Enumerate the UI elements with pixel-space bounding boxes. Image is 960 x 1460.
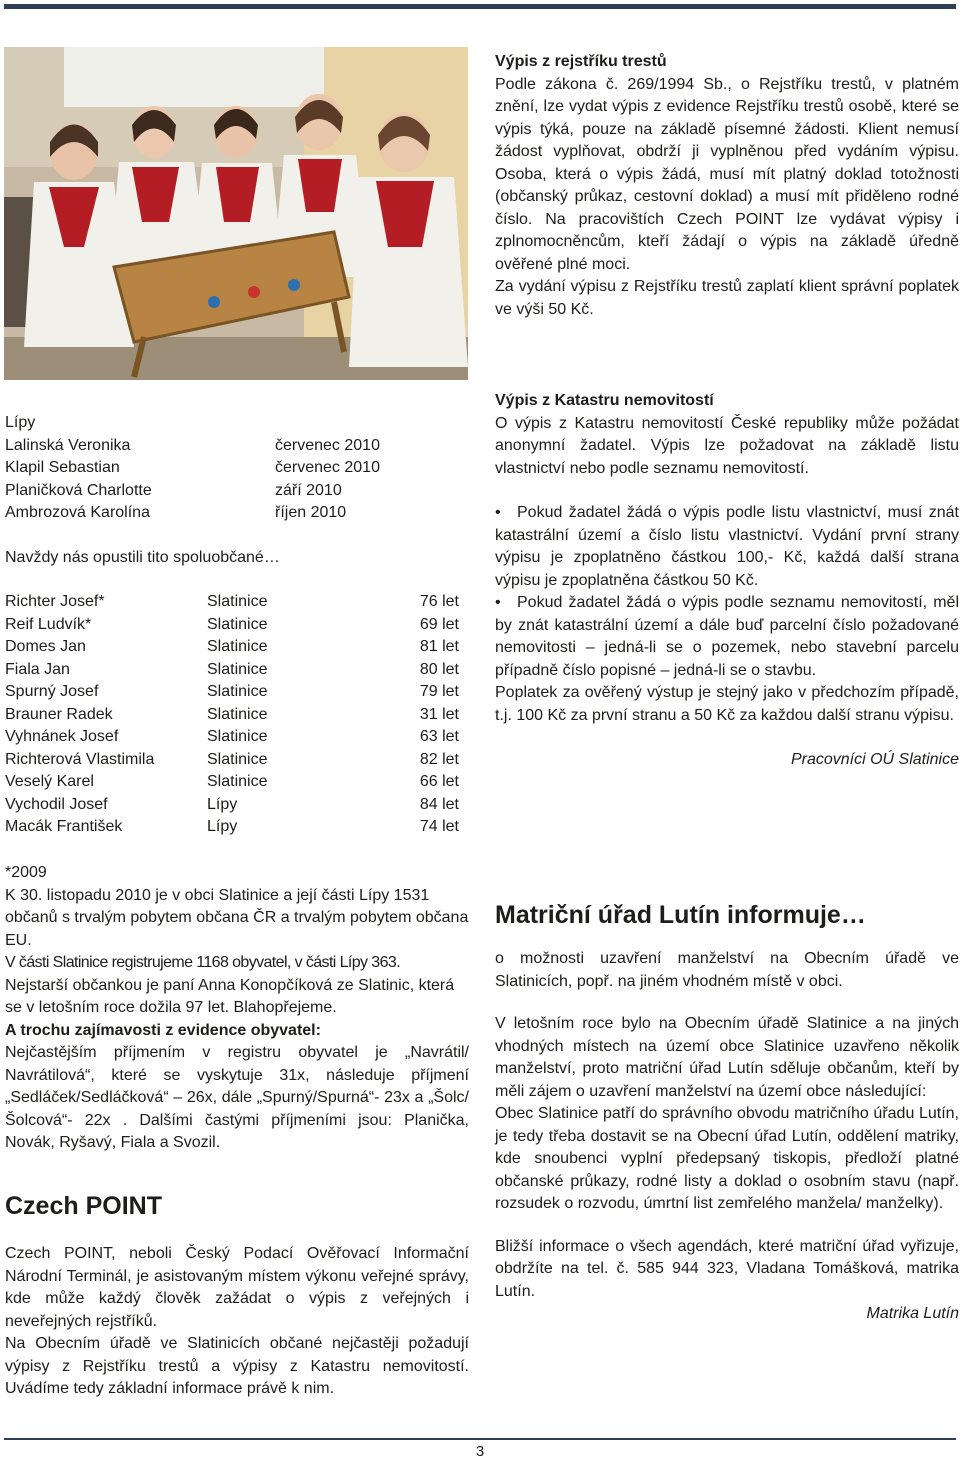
lipy-list (5, 435, 469, 525)
rejstrik-fee: Za vydání výpisu z Rejstříku trestů zaplatí klient správní poplatek ve výši 50 Kč. (495, 278, 959, 318)
katastr-bullet-text: Pokud žadatel žádá o výpis podle seznamu nemovitostí, měl by znát katastrální území a dále buď parcelní číslo požadované nemovitosti – jedná-li se o pozemek, nebo stavební parcelu případně číslo popisné – jedná-li se o stavbu. (495, 594, 959, 679)
stats-parts: V části Slatinice registrujeme 1168 obyvatel, v části Lípy 363. (5, 954, 401, 971)
photo-children-folk-costume (4, 47, 468, 380)
deceased-name: Reif Ludvík* (5, 615, 92, 633)
birth-month: červenec 2010 (275, 436, 380, 454)
lipy-heading: Lípy (5, 414, 36, 431)
stats-population: K 30. listopadu 2010 je v obci Slatinice a její části Lípy 1531 občanů s trvalým pobytem občana ČR a trvalým pobytem občana EU. (5, 886, 469, 949)
matrika-signature: Matrika Lutín (866, 1305, 959, 1322)
child-name: Planičková Charlotte (5, 481, 152, 499)
deceased-age: 63 let (419, 728, 459, 745)
deceased-place: Slatinice (207, 705, 268, 723)
matrika-intro: o možnosti uzavření manželství na Obecním úřadě ve Slatinicích, popř. na jiném vhodném místě v obci. (495, 950, 959, 990)
birth-month: září 2010 (275, 481, 342, 499)
stats-heading: A trochu zajímavosti z evidence obyvatel: (5, 1021, 321, 1039)
deceased-name: Vyhnánek Josef (5, 728, 119, 745)
deceased-age: 76 let (419, 593, 459, 610)
deceased-place: Slatinice (207, 593, 268, 610)
stats-section (5, 862, 469, 1155)
czechpoint-section (5, 1191, 469, 1401)
deceased-place: Slatinice (207, 683, 268, 700)
deceased-name: Brauner Radek (5, 705, 113, 723)
deceased-place: Lípy (207, 818, 238, 835)
deceased-name: Domes Jan (5, 638, 86, 655)
deceased-place: Slatinice (207, 638, 268, 655)
deceased-place: Slatinice (207, 773, 268, 790)
child-name: Ambrozová Karolína (5, 504, 150, 521)
top-rule (4, 4, 956, 9)
deceased-age: 80 let (419, 660, 459, 678)
deceased-name: Macák František (5, 818, 123, 835)
deceased-row (5, 614, 469, 637)
katastr-bullet (495, 592, 959, 682)
birth-month: červenec 2010 (275, 459, 380, 476)
deceased-name: Veselý Karel (5, 773, 94, 790)
bullet-icon: • (495, 594, 501, 611)
deceased-row (5, 771, 469, 794)
katastr-section (495, 390, 959, 772)
child-name: Lalinská Veronika (5, 436, 131, 454)
deceased-row (5, 659, 469, 682)
deceased-name: Richterová Vlastimila (5, 750, 155, 768)
katastr-heading: Výpis z Katastru nemovitostí (495, 392, 714, 409)
katastr-intro: O výpis z Katastru nemovitostí České republiky může požádat anonymní žadatel. Výpis lze požadovat na základě listu vlastnictví nebo podle seznamu nemovitostí. (495, 414, 959, 477)
deceased-row (5, 726, 469, 749)
rejstrik-text: Podle zákona č. 269/1994 Sb., o Rejstříku trestů, v platném znění, lze vydat výpis z evidence Rejstříku trestů osobě, které se výpis týká, pouze na základě písemné žádosti. Klient nemusí žádost vyplňovat, obdrží ji vyplněnou před vydáním výpisu. Osoba, která o výpis žádá, musí mít platný doklad totožnosti (občanský průkaz, cestovní doklad) a musí mít přiděleno rodné číslo. Na pracovištích Czech POINT lze vydávat výpisy i zplnomocněncům, kteří žádají o výpis na základě úředně ověřené plné moci. (495, 75, 959, 273)
deceased-list (5, 591, 469, 839)
matrika-text-2: Obec Slatinice patří do správního obvodu matričního úřadu Lutín, je tedy třeba dostavit se na Obecní úřad Lutín, oddělení matriky, kde snoubenci vyplní předepsaný tiskopis, předloží platné občanské průkazy, rodné listy a doklad o osobním stavu (např. rozsudek o rozvodu, úmrtní list zemřelého manžela/ manželky). (495, 1105, 959, 1212)
deceased-age: 79 let (419, 683, 459, 700)
deceased-age: 69 let (419, 615, 459, 633)
deceased-place: Slatinice (207, 660, 268, 678)
matrika-section (495, 900, 959, 1326)
bottom-rule (4, 1438, 956, 1440)
lipy-row (5, 435, 469, 458)
deceased-age: 81 let (419, 638, 459, 655)
page-number: 3 (475, 1443, 485, 1460)
matrika-text-1: V letošním roce bylo na Obecním úřadě Slatinice a na jiných vhodných místech na území obce Slatinice uzavřeno několik manželství, proto matriční úřad Lutín sděluje občanům, kteří by měli zájem o uzavření manželství na území obce následující: (495, 1015, 959, 1100)
lipy-row (5, 502, 469, 525)
deceased-age: 31 let (419, 705, 459, 723)
katastr-fee: Poplatek za ověřený výstup je stejný jako v předchozím případě, t.j. 100 Kč za první stranu a 50 Kč za každou další stranu výpisu. (495, 684, 959, 724)
deceased-name: Vychodil Josef (5, 795, 108, 813)
stats-oldest: Nejstarší občankou je paní Anna Konopčíková ze Slatinic, která se v letošním roce dožila 97 let. Blahopřejeme. (5, 976, 455, 1016)
deceased-age: 74 let (419, 818, 459, 835)
deceased-name: Fiala Jan (5, 660, 70, 678)
lipy-row (5, 457, 469, 480)
katastr-bullet (495, 502, 959, 592)
birth-month: říjen 2010 (275, 504, 347, 521)
czechpoint-title: Czech POINT (5, 1192, 162, 1220)
deceased-name: Richter Josef* (5, 593, 105, 610)
deceased-row (5, 794, 469, 817)
child-name: Klapil Sebastian (5, 459, 120, 476)
lipy-section (5, 412, 469, 839)
deceased-place: Slatinice (207, 750, 268, 768)
deceased-place: Lípy (207, 795, 238, 813)
rejstrik-heading: Výpis z rejstříku trestů (495, 53, 667, 70)
deceased-row (5, 704, 469, 727)
deceased-row (5, 591, 469, 614)
matrika-title: Matriční úřad Lutín informuje… (495, 901, 866, 929)
deceased-name: Spurný Josef (5, 683, 99, 700)
matrika-contact: Bližší informace o všech agendách, které matriční úřad vyřizuje, obdržíte na tel. č. 585 944 323, Vladana Tomášková, matrika Lutín. (495, 1237, 959, 1300)
katastr-signature: Pracovníci OÚ Slatinice (790, 751, 959, 768)
deceased-row (5, 816, 469, 839)
czechpoint-text-1: Czech POINT, neboli Český Podací Ověřovací Informační Národní Terminál, je asistovaným místem výkonu veřejné správy, kde může každý člověk zažádat o výpis z veřejných i neveřejných rejstříků. (5, 1245, 469, 1330)
deceased-heading: Navždy nás opustili tito spoluobčané… (5, 548, 280, 566)
stats-surnames: Nejčastějším příjmením v registru obyvatel je „Navrátil/ Navrátilová“, které se vyskytuje 31x, následuje příjmení „Sedláček/Sedláčková“ – 26x, dále „Spurný/Spurná“- 23x a „Šolc/Šolcová“- 22x . Dalšími častými příjmeními jsou: Planička, Novák, Ryšavý, Fiala a Svozil. (5, 1044, 469, 1151)
czechpoint-text-2: Na Obecním úřadě ve Slatinicích občané nejčastěji požadují výpisy z Rejstříku trestů a výpisy z Katastru nemovitostí. Uvádíme tedy základní informace právě k nim. (5, 1335, 469, 1397)
bullet-icon: • (495, 504, 501, 521)
deceased-age: 66 let (419, 773, 459, 790)
deceased-age: 82 let (419, 750, 459, 768)
deceased-place: Slatinice (207, 615, 268, 633)
deceased-row (5, 681, 469, 704)
lipy-row (5, 480, 469, 503)
deceased-row (5, 636, 469, 659)
deceased-place: Slatinice (207, 728, 268, 745)
deceased-row (5, 749, 469, 772)
katastr-bullet-text: Pokud žadatel žádá o výpis podle listu vlastnictví, musí znát katastrální území a číslo listu vlastnictví. Vydání první strany výpisu je zpoplatněno částkou 100,- Kč, každá další strana výpisu je zpoplatněna částkou 50 Kč. (495, 504, 959, 589)
deceased-footnote: *2009 (5, 864, 47, 881)
deceased-age: 84 let (419, 795, 459, 813)
rejstrik-section (495, 51, 959, 321)
